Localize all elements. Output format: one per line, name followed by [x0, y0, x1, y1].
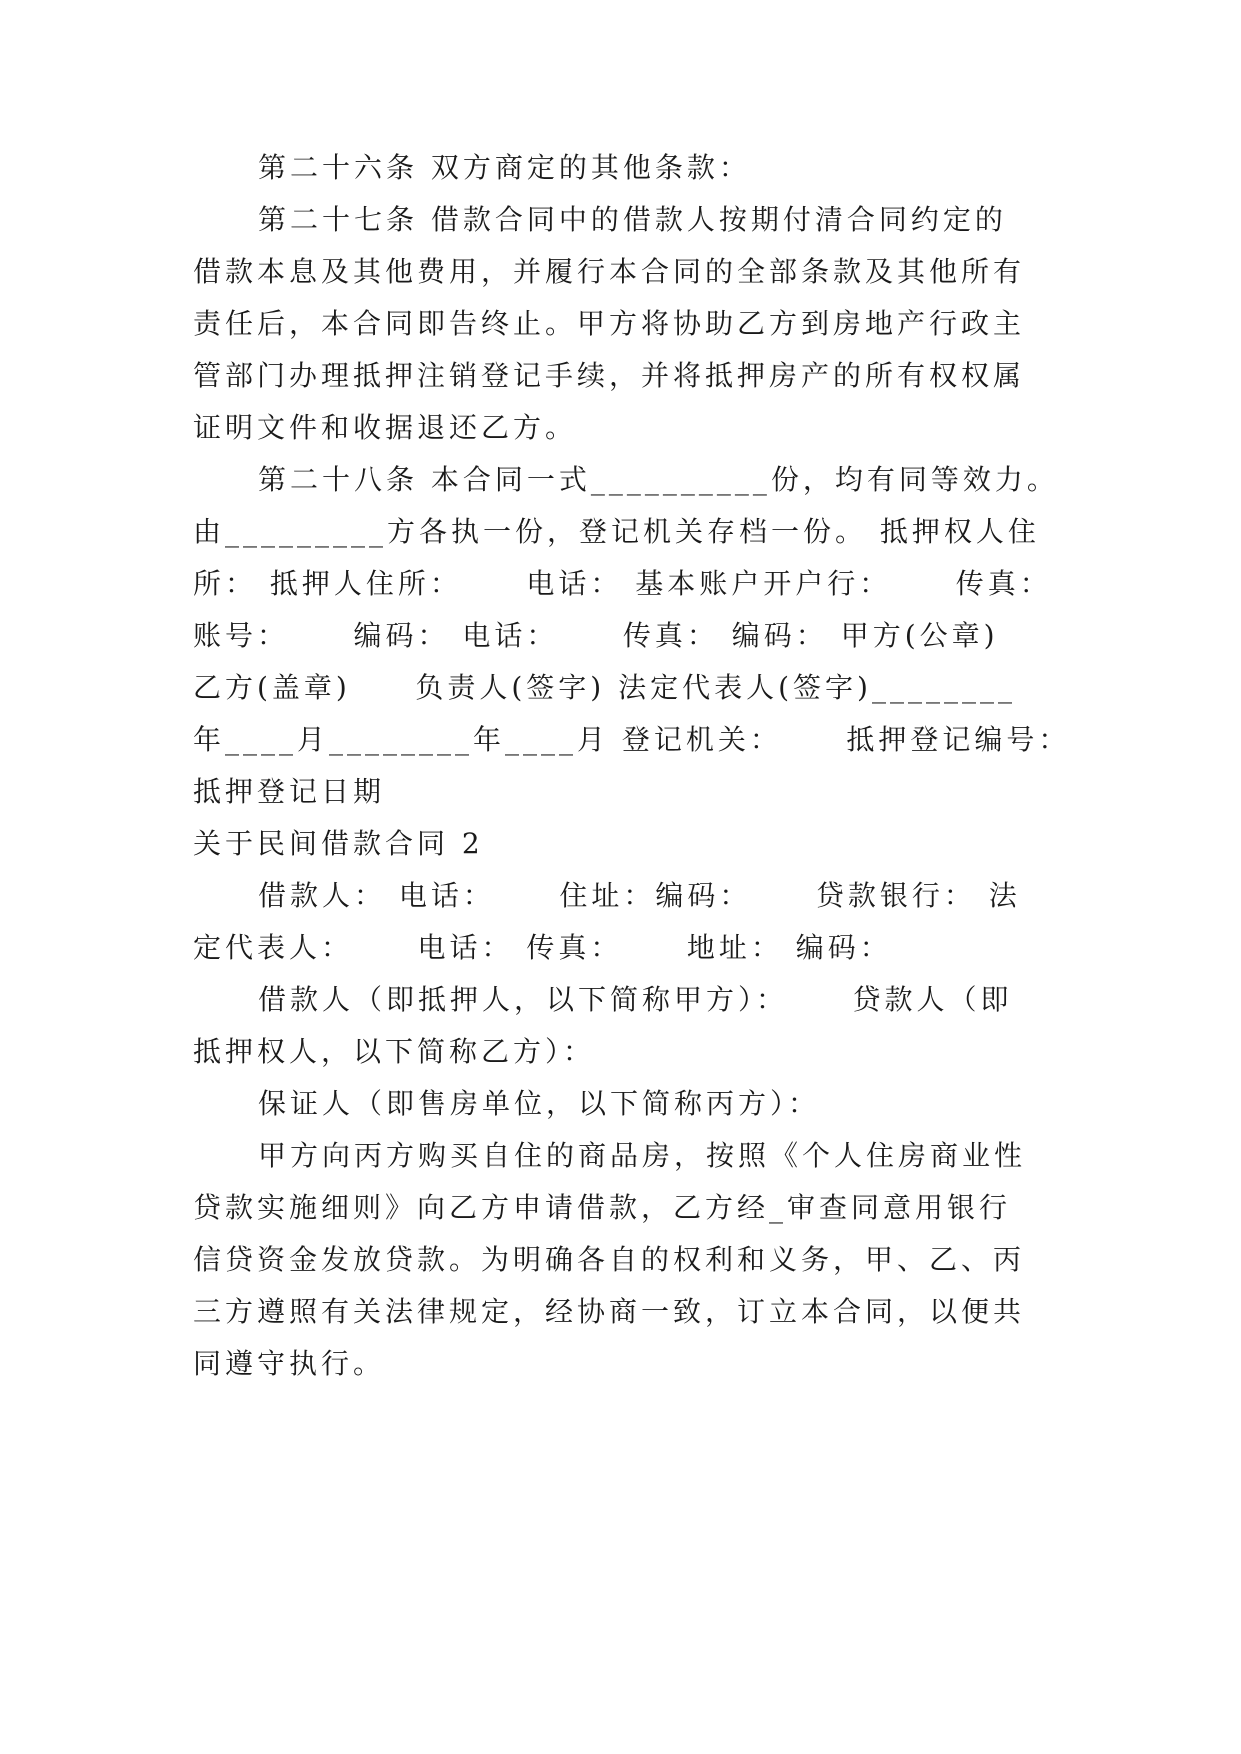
- signature-block-line-1: 所： 抵押人住所： 电话： 基本账户开户行： 传真：: [193, 567, 1052, 600]
- clause-26: 第二十六条 双方商定的其他条款：: [258, 151, 751, 184]
- signature-block-line-3: 乙方(盖章) 负责人(签字) 法定代表人(签字)________: [193, 671, 1016, 704]
- preamble-line-5: 同遵守执行。: [193, 1347, 386, 1380]
- preamble-line-4: 三方遵照有关法律规定，经协商一致，订立本合同，以便共: [193, 1295, 1026, 1328]
- clause-28-line-1: 第二十八条 本合同一式__________份，均有同等效力。: [258, 463, 1059, 496]
- clause-27-line-2: 借款本息及其他费用，并履行本合同的全部条款及其他所有: [193, 255, 1026, 288]
- clause-27-line-1: 第二十七条 借款合同中的借款人按期付清合同约定的: [258, 203, 1007, 236]
- borrower-info-line-2: 定代表人： 电话： 传真： 地址： 编码：: [193, 931, 892, 964]
- preamble-line-3: 信贷资金发放贷款。为明确各自的权利和义务，甲、乙、丙: [193, 1243, 1026, 1276]
- clause-27-line-4: 管部门办理抵押注销登记手续，并将抵押房产的所有权权属: [193, 359, 1026, 392]
- signature-block-line-5: 抵押登记日期: [193, 775, 386, 808]
- signature-block-line-2: 账号： 编码： 电话： 传真： 编码： 甲方(公章): [193, 619, 999, 652]
- preamble-line-1: 甲方向丙方购买自住的商品房，按照《个人住房商业性: [258, 1139, 1027, 1172]
- borrower-info-line-1: 借款人： 电话： 住址：编码： 贷款银行： 法: [258, 879, 1021, 912]
- guarantor-line: 保证人（即售房单位，以下简称丙方）：: [258, 1087, 821, 1120]
- clause-27-line-3: 责任后，本合同即告终止。甲方将协助乙方到房地产行政主: [193, 307, 1026, 340]
- clause-28-line-2: 由_________方各执一份，登记机关存档一份。 抵押权人住: [193, 515, 1040, 548]
- preamble-line-2: 贷款实施细则》向乙方申请借款，乙方经_审查同意用银行: [193, 1191, 1012, 1224]
- signature-block-line-4: 年____月________年____月 登记机关： 抵押登记编号：: [193, 723, 1071, 756]
- section-heading: 关于民间借款合同 2: [193, 827, 484, 860]
- parties-line-1: 借款人（即抵押人，以下简称甲方）： 贷款人（即: [258, 983, 1013, 1016]
- clause-27-line-5: 证明文件和收据退还乙方。: [193, 411, 578, 444]
- parties-line-2: 抵押权人，以下简称乙方）：: [193, 1035, 596, 1068]
